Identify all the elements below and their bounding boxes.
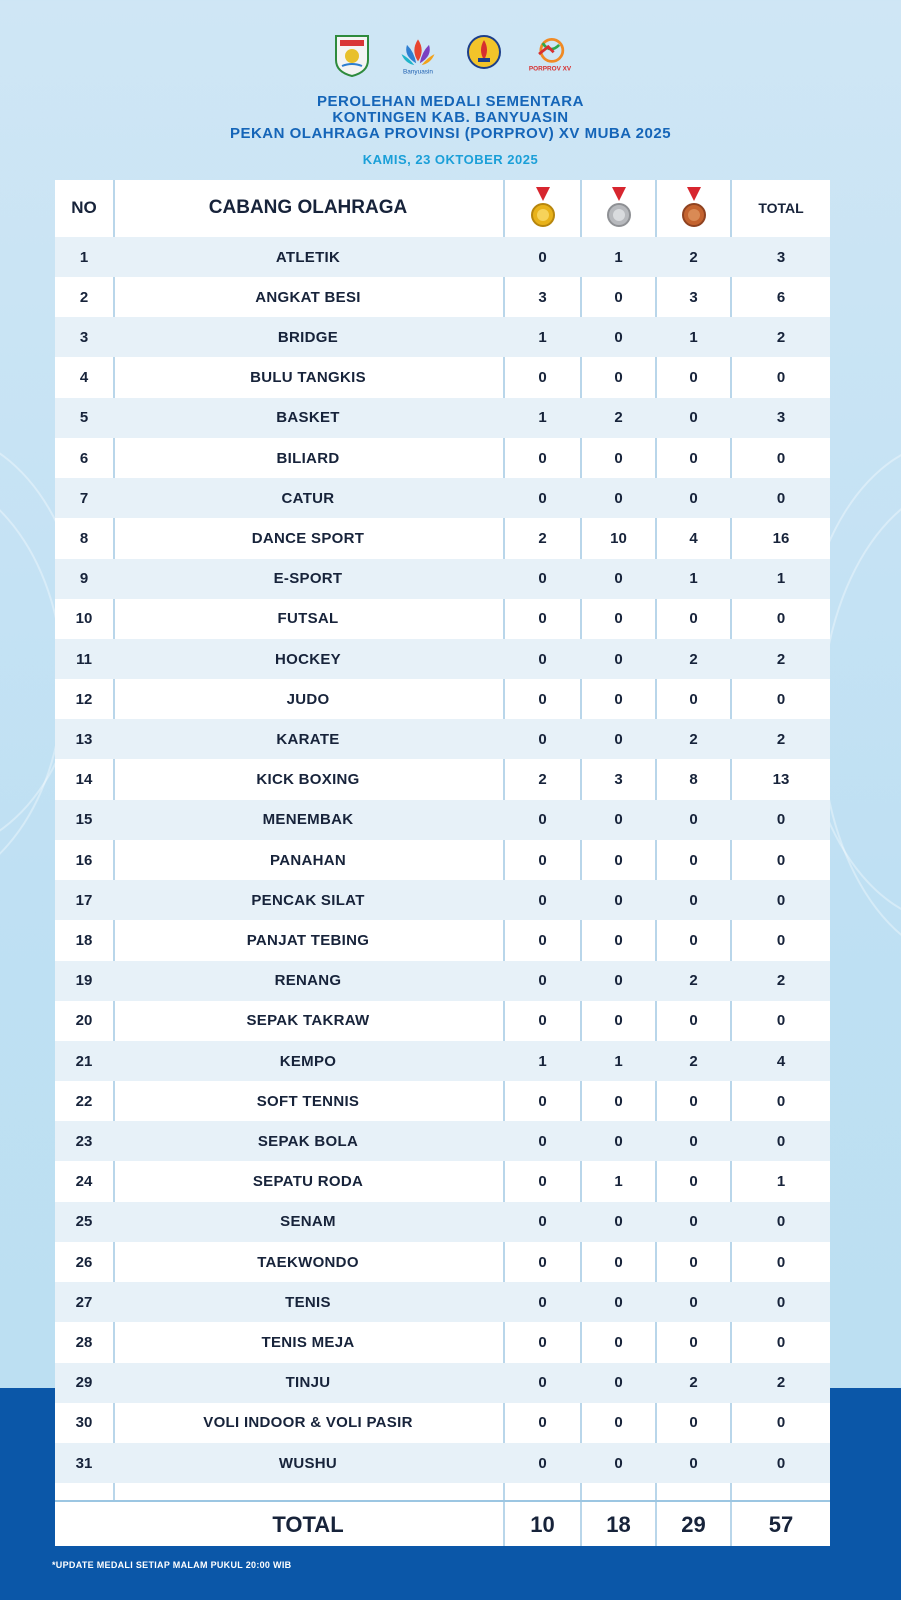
row-gold: 0 <box>538 369 547 387</box>
totals-silver: 18 <box>606 1512 631 1537</box>
row-sport: CATUR <box>281 489 335 507</box>
row-bronze: 0 <box>689 931 698 949</box>
row-total: 16 <box>772 529 790 547</box>
table-row <box>55 961 830 1001</box>
row-silver: 0 <box>614 1293 623 1311</box>
row-no: 20 <box>75 1012 93 1030</box>
row-total: 3 <box>776 409 786 427</box>
banyuasin-regency-crest-logo <box>330 30 374 80</box>
row-silver: 0 <box>614 891 623 909</box>
row-bronze: 0 <box>689 1454 698 1472</box>
row-gold: 0 <box>538 1213 547 1231</box>
row-gold: 1 <box>538 1052 547 1070</box>
row-bronze: 0 <box>689 1213 698 1231</box>
row-no: 18 <box>75 931 93 949</box>
row-bronze: 4 <box>689 529 698 547</box>
row-sport: PANJAT TEBING <box>246 931 370 949</box>
row-sport: SEPATU RODA <box>252 1173 364 1191</box>
row-sport: KARATE <box>276 730 340 748</box>
table-row <box>55 1322 830 1362</box>
table-row <box>55 1001 830 1041</box>
row-silver: 0 <box>614 328 623 346</box>
row-sport: FUTSAL <box>277 610 339 628</box>
row-sport: PANAHAN <box>270 851 346 869</box>
porprov-xv-logo <box>528 30 572 80</box>
row-gold: 0 <box>538 851 547 869</box>
row-gold: 0 <box>538 570 547 588</box>
row-gold: 0 <box>538 931 547 949</box>
row-gold: 0 <box>538 690 547 708</box>
row-no: 25 <box>75 1213 93 1231</box>
totals-total: 57 <box>768 1512 794 1537</box>
row-sport: BILIARD <box>276 449 340 467</box>
row-silver: 0 <box>614 811 623 829</box>
row-sport: MENEMBAK <box>262 811 354 829</box>
row-sport: TAEKWONDO <box>257 1253 359 1271</box>
row-gold: 0 <box>538 449 547 467</box>
row-sport: TENIS MEJA <box>261 1333 355 1351</box>
row-silver: 0 <box>614 972 623 990</box>
row-sport: BRIDGE <box>277 328 339 346</box>
row-total: 0 <box>776 1132 786 1150</box>
banyuasin-brand-logo <box>396 30 440 80</box>
row-total: 0 <box>776 690 786 708</box>
row-total: 2 <box>776 328 786 346</box>
silver-medal-icon <box>606 187 632 229</box>
row-total: 0 <box>776 1253 786 1271</box>
table-row <box>55 1162 830 1202</box>
row-silver: 0 <box>614 650 623 668</box>
row-silver: 0 <box>614 369 623 387</box>
row-bronze: 0 <box>689 1253 698 1271</box>
row-bronze: 0 <box>689 1414 698 1432</box>
row-no: 23 <box>75 1132 93 1150</box>
row-bronze: 0 <box>689 610 698 628</box>
row-bronze: 1 <box>689 570 698 588</box>
row-bronze: 2 <box>689 650 698 668</box>
row-no: 14 <box>75 771 93 789</box>
row-silver: 0 <box>614 1454 623 1472</box>
row-silver: 1 <box>614 1052 623 1070</box>
row-bronze: 0 <box>689 1132 698 1150</box>
row-gold: 2 <box>538 771 547 789</box>
row-total: 0 <box>776 369 786 387</box>
row-gold: 0 <box>538 248 547 266</box>
row-no: 26 <box>75 1253 93 1271</box>
row-total: 2 <box>776 650 786 668</box>
row-bronze: 1 <box>689 328 698 346</box>
row-silver: 3 <box>614 771 623 789</box>
row-no: 8 <box>79 529 89 547</box>
row-bronze: 0 <box>689 369 698 387</box>
footnote: *UPDATE MEDALI SETIAP MALAM PUKUL 20:00 WIB <box>52 1560 292 1570</box>
row-gold: 0 <box>538 1454 547 1472</box>
row-total: 0 <box>776 489 786 507</box>
totals-bronze: 29 <box>681 1512 706 1537</box>
row-sport: SEPAK TAKRAW <box>246 1012 370 1030</box>
row-sport: E-SPORT <box>273 570 343 588</box>
row-silver: 1 <box>614 1173 623 1191</box>
row-total: 1 <box>776 1173 786 1191</box>
row-no: 19 <box>75 972 93 990</box>
row-no: 15 <box>75 811 93 829</box>
title-line-1: PEROLEHAN MEDALI SEMENTARA <box>317 93 584 110</box>
row-total: 0 <box>776 1293 786 1311</box>
row-no: 28 <box>75 1333 93 1351</box>
gold-medal-icon <box>530 187 556 229</box>
row-silver: 0 <box>614 1374 623 1392</box>
totals-label: TOTAL <box>272 1512 344 1537</box>
header-bronze <box>657 180 730 236</box>
koni-banyuasin-logo <box>462 30 506 80</box>
row-gold: 0 <box>538 811 547 829</box>
table-header <box>55 180 830 236</box>
row-gold: 0 <box>538 650 547 668</box>
table-row <box>55 1081 830 1121</box>
row-sport: PENCAK SILAT <box>251 891 365 909</box>
row-total: 0 <box>776 610 786 628</box>
row-silver: 2 <box>614 409 623 427</box>
row-bronze: 0 <box>689 851 698 869</box>
medal-table <box>55 180 830 1546</box>
page-header <box>0 94 901 167</box>
row-total: 0 <box>776 1092 786 1110</box>
row-total: 0 <box>776 1012 786 1030</box>
row-silver: 0 <box>614 931 623 949</box>
table-row <box>55 760 830 800</box>
table-row <box>55 1202 830 1242</box>
title-line-3: PEKAN OLAHRAGA PROVINSI (PORPROV) XV MUBA 2025 <box>229 125 672 142</box>
row-sport: SENAM <box>280 1213 336 1231</box>
row-no: 6 <box>79 449 89 467</box>
row-total: 0 <box>776 1333 786 1351</box>
row-no: 13 <box>75 730 93 748</box>
row-sport: VOLI INDOOR & VOLI PASIR <box>203 1414 413 1432</box>
table-row <box>55 518 830 558</box>
row-no: 11 <box>76 650 92 668</box>
table-row <box>55 1121 830 1161</box>
row-no: 1 <box>79 248 89 266</box>
row-bronze: 0 <box>689 409 698 427</box>
row-bronze: 3 <box>689 288 698 306</box>
row-total: 0 <box>776 1454 786 1472</box>
row-bronze: 2 <box>689 730 698 748</box>
row-sport: JUDO <box>286 690 330 708</box>
row-no: 4 <box>79 369 89 387</box>
row-sport: TENIS <box>285 1293 331 1311</box>
svg-text:PORPROV XV: PORPROV XV <box>528 65 571 73</box>
row-silver: 0 <box>614 570 623 588</box>
row-total: 0 <box>776 449 786 467</box>
row-gold: 0 <box>538 1293 547 1311</box>
row-no: 27 <box>75 1293 93 1311</box>
row-gold: 3 <box>538 288 547 306</box>
row-gold: 0 <box>538 1012 547 1030</box>
row-no: 21 <box>75 1052 93 1070</box>
row-no: 17 <box>75 891 93 909</box>
row-total: 0 <box>776 851 786 869</box>
table-row <box>55 1242 830 1282</box>
row-gold: 0 <box>538 1414 547 1432</box>
row-silver: 0 <box>614 288 623 306</box>
table-row <box>55 840 830 880</box>
header-no: NO <box>71 198 97 217</box>
row-no: 12 <box>75 690 93 708</box>
row-bronze: 0 <box>689 811 698 829</box>
row-total: 4 <box>776 1052 786 1070</box>
row-total: 2 <box>776 1374 786 1392</box>
row-total: 1 <box>776 570 786 588</box>
row-bronze: 0 <box>689 1012 698 1030</box>
row-bronze: 0 <box>689 1293 698 1311</box>
row-gold: 0 <box>538 1374 547 1392</box>
row-bronze: 2 <box>689 1374 698 1392</box>
row-bronze: 0 <box>689 1173 698 1191</box>
row-no: 31 <box>75 1454 93 1472</box>
row-silver: 0 <box>614 1132 623 1150</box>
row-silver: 0 <box>614 1092 623 1110</box>
row-silver: 0 <box>614 690 623 708</box>
row-gold: 0 <box>538 1333 547 1351</box>
table-row <box>55 478 830 518</box>
row-no: 3 <box>79 328 89 346</box>
row-bronze: 8 <box>689 771 698 789</box>
row-gold: 0 <box>538 1092 547 1110</box>
table-row <box>55 679 830 719</box>
row-gold: 1 <box>538 409 547 427</box>
row-gold: 0 <box>538 891 547 909</box>
table-row <box>55 438 830 478</box>
row-bronze: 0 <box>689 489 698 507</box>
row-sport: KEMPO <box>279 1052 337 1070</box>
row-no: 7 <box>79 489 89 507</box>
row-no: 22 <box>75 1092 93 1110</box>
row-sport: SEPAK BOLA <box>257 1132 359 1150</box>
totals-gold: 10 <box>530 1512 555 1537</box>
table-row <box>55 559 830 599</box>
row-no: 9 <box>79 570 89 588</box>
table-row <box>55 920 830 960</box>
row-no: 24 <box>75 1173 93 1191</box>
row-silver: 0 <box>614 851 623 869</box>
row-no: 29 <box>75 1374 93 1392</box>
row-no: 16 <box>75 851 93 869</box>
row-bronze: 0 <box>689 1333 698 1351</box>
row-silver: 10 <box>610 529 627 547</box>
table-row <box>55 800 830 840</box>
row-no: 2 <box>79 288 89 306</box>
row-silver: 0 <box>614 1253 623 1271</box>
row-gold: 0 <box>538 610 547 628</box>
row-gold: 0 <box>538 972 547 990</box>
row-gold: 0 <box>538 489 547 507</box>
row-no: 10 <box>75 610 93 628</box>
row-silver: 0 <box>614 730 623 748</box>
row-sport: WUSHU <box>278 1454 338 1472</box>
header-silver <box>582 180 655 236</box>
row-silver: 0 <box>614 1213 623 1231</box>
report-date: KAMIS, 23 OKTOBER 2025 <box>362 152 539 167</box>
bronze-medal-icon <box>681 187 707 229</box>
table-row <box>55 1403 830 1443</box>
row-bronze: 2 <box>689 248 698 266</box>
totals-row <box>55 1500 830 1548</box>
table-row <box>55 1282 830 1322</box>
header-sport: CABANG OLAHRAGA <box>208 197 408 218</box>
table-row <box>55 277 830 317</box>
table-row <box>55 317 830 357</box>
row-sport: ANGKAT BESI <box>255 288 361 306</box>
row-total: 0 <box>776 1414 786 1432</box>
row-total: 0 <box>776 931 786 949</box>
row-total: 2 <box>776 972 786 990</box>
row-no: 5 <box>79 409 89 427</box>
row-gold: 1 <box>538 328 547 346</box>
row-no: 30 <box>75 1414 93 1432</box>
header-gold <box>505 180 580 236</box>
row-total: 13 <box>772 771 790 789</box>
row-bronze: 0 <box>689 1092 698 1110</box>
row-bronze: 2 <box>689 972 698 990</box>
row-sport: KICK BOXING <box>256 771 360 789</box>
table-row <box>55 237 830 277</box>
row-gold: 0 <box>538 730 547 748</box>
table-row <box>55 639 830 679</box>
table-row <box>55 398 830 438</box>
row-sport: BULU TANGKIS <box>250 369 366 387</box>
row-sport: SOFT TENNIS <box>256 1092 360 1110</box>
row-silver: 1 <box>614 248 623 266</box>
row-silver: 0 <box>614 449 623 467</box>
row-silver: 0 <box>614 1012 623 1030</box>
table-row <box>55 719 830 759</box>
row-sport: BASKET <box>276 409 340 427</box>
row-silver: 0 <box>614 1414 623 1432</box>
logo-bar <box>0 30 901 80</box>
row-total: 2 <box>776 730 786 748</box>
row-total: 0 <box>776 811 786 829</box>
row-total: 3 <box>776 248 786 266</box>
row-gold: 0 <box>538 1173 547 1191</box>
row-silver: 0 <box>614 489 623 507</box>
table-row <box>55 1363 830 1403</box>
row-gold: 0 <box>538 1132 547 1150</box>
row-sport: RENANG <box>274 972 342 990</box>
header-total: TOTAL <box>758 200 804 216</box>
row-sport: ATLETIK <box>275 248 341 266</box>
row-sport: DANCE SPORT <box>251 529 365 547</box>
row-total: 0 <box>776 1213 786 1231</box>
row-bronze: 0 <box>689 449 698 467</box>
row-gold: 0 <box>538 1253 547 1271</box>
table-row <box>55 599 830 639</box>
row-silver: 0 <box>614 610 623 628</box>
title-line-2: KONTINGEN KAB. BANYUASIN <box>332 109 569 126</box>
row-bronze: 0 <box>689 891 698 909</box>
svg-text:Banyuasin: Banyuasin <box>402 68 433 76</box>
table-row <box>55 358 830 398</box>
table-row <box>55 880 830 920</box>
row-bronze: 2 <box>689 1052 698 1070</box>
row-total: 6 <box>776 288 786 306</box>
table-row <box>55 1443 830 1483</box>
row-sport: TINJU <box>285 1374 331 1392</box>
row-gold: 2 <box>538 529 547 547</box>
row-total: 0 <box>776 891 786 909</box>
row-bronze: 0 <box>689 690 698 708</box>
row-sport: HOCKEY <box>275 650 341 668</box>
row-silver: 0 <box>614 1333 623 1351</box>
table-row <box>55 1041 830 1081</box>
